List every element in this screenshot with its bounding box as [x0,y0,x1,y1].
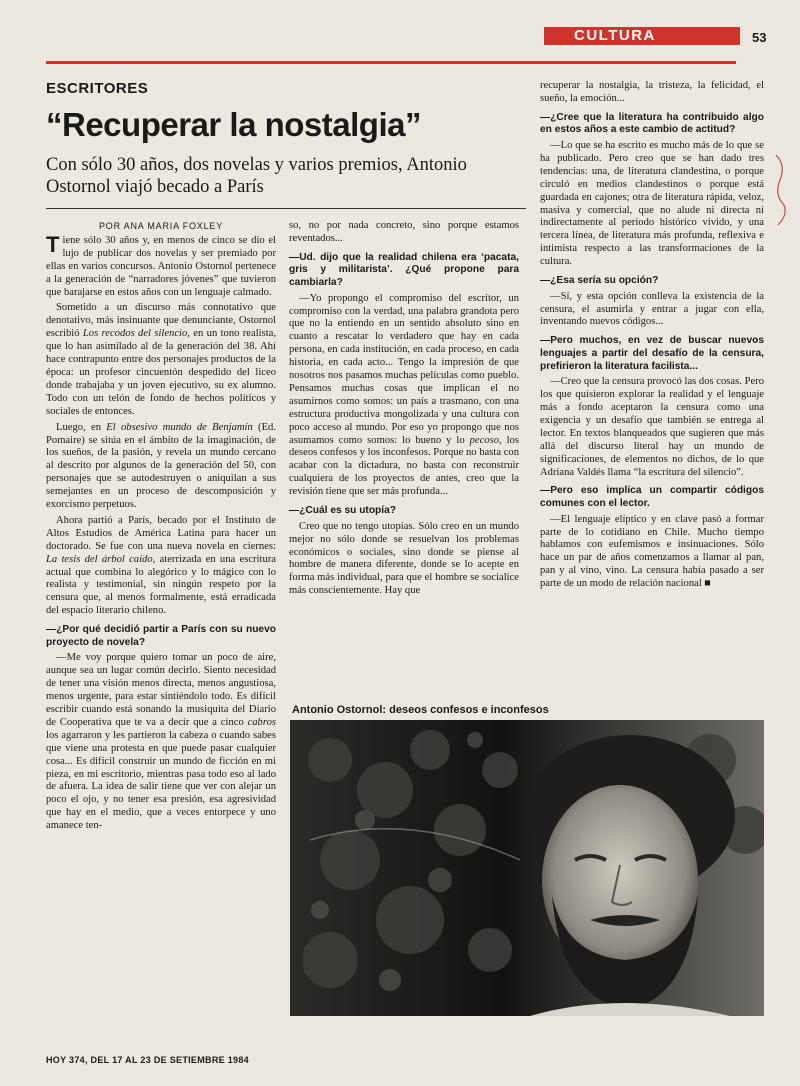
interview-question: —Pero muchos, en vez de buscar nuevos lenguajes a partir del desafío de la censura, prefirieron la literatura facilista... [540,335,764,372]
handwritten-margin-mark [772,150,792,230]
drop-cap: T [46,231,60,257]
interview-question: —Ud. dijo que la realidad chilena era ‘pacata, gris y militarista’. ¿Qué propone para cambiarla? [289,251,519,288]
interview-answer: Creo que no tengo utopías. Sólo creo en un mundo mejor no sólo donde se resuelvan los problemas económicos o sociales, sino donde se piense al hombre de manera diferente, donde se lo acepte en forma más individual, para que el hombre se socialice más conscientemente. Hay que [289,520,519,597]
paragraph: so, no por nada concreto, sino porque estamos reventados... [289,220,519,244]
interview-answer: —El lenguaje elíptico y en clave pasó a formar parte de lo cotidiano en Chile. Mucho tiempo hablamos con eufemismos e insinuaciones. Sólo hace un par de años comenzamos a llamar al pan, pan y al vino, vino. La censura había pasado a ser parte de un modo de relación nacional ■ [540,513,764,590]
interview-question: —¿Cree que la literatura ha contribuido algo en estos años a este cambio de actitud? [540,111,764,136]
paragraph: Ahora partió a París, becado por el Instituto de Altos Estudios de América Latina para hacer un doctorado. Se fue con una nueva novela en ciernes: La tesis del árbol caído, aterrizada en una escritura actual que combina lo alegórico y lo mágico con lo realista y testimonial, sin ningún respeto por la censura que, al menos formalmente, está erradicada del espacio literario chileno. [46,514,276,617]
interview-answer: —Sí, y esta opción conlleva la existencia de la censura, el asumirla y entrar a jugar con ella, inventando nuevos códigos... [540,290,764,328]
interview-answer: —Yo propongo el compromiso del escritor, un compromiso con la verdad, una palabra grandota pero que no la entiendo en un sentido absoluto sino en cuanto a rescatar lo verdadero que hay en cada persona, en cada institución, en cada proceso, en cada historia, en cada acto... Tengo la impresión de que nosotros nos pasamos muchas películas como pueblo. Pensamos muchas cosas que implican el no asumirnos como somos: un país a trasmano, con una estructura productiva mongolizada y una cultura con poco acceso al mundo. Por eso yo propongo que nos asumamos como somos: lo bueno y lo pecoso, los deseos confesos y los inconfesos. Porque no basta con acabar con la dictadura, no basta con reconstruir cualquiera de los proyectos de antes, creo que la revisión tiene que ser más profunda... [289,292,519,498]
book-title: El obsesivo mundo de Benjamín [106,421,253,433]
article-kicker: ESCRITORES [46,80,149,97]
book-title: La tesis del árbol caído [46,553,153,565]
paragraph: recuperar la nostalgia, la tristeza, la felicidad, el sueño, la emoción... [540,80,764,104]
paragraph: Tiene sólo 30 años y, en menos de cinco se dio el lujo de publicar dos novelas y ser premiado por ellas en varios concursos. Antonio Ostornol pertenece a la generación de “narradores jóvenes” que tuvieron que barajarse en estos años con un lenguaje calmado. [46,231,276,298]
portrait-photo [290,720,764,1016]
interview-question: —¿Esa sería su opción? [540,275,659,287]
article-column-2 [289,220,519,698]
interview-answer: —Lo que se ha escrito es mucho más de lo que se ha publicado. Pero creo que se han dado tres tendencias: una, de literatura clandestina, o porque circuló en medios clandestinos o porque está guardada en cajones; otra de literatura rápida, veloz, masiva y comercial, que no alude ni directa ni indirectamente al período histórico vivido, y una tercera línea, de literatura más profunda, reflexiva e intimista respecto a las transformaciones de la cultura. [540,140,764,268]
article-column-3 [540,80,764,698]
article-dek: Con sólo 30 años, dos novelas y varios premios, Antonio Ostornol viajó becado a París [46,155,467,197]
paragraph: Luego, en El obsesivo mundo de Benjamín (Ed. Pomaire) se sitúa en el ámbito de la imaginación, de los sueños, de la pasión, y revela un mundo cercano al descrito por algunos de la generación del 50, con personajes que se autodestruyen o aniquilan a sus semejantes en un proceso de descomposición y exorcismo perpetuos. [46,421,276,511]
paragraph: Sometido a un discurso más connotativo que denotativo, más insinuante que denunciante, Ostornol escribió Los recodos del silencio, en un tono realista, que lo han asimilado al de la generación del 38. Ahí hace contrapunto entre dos personajes productos de la época: un profesor cincuentón despedido del liceo donde trabajaba y un joven ejecutivo, su ex alumno. Todo con un telón de fondo de hechos políticos y sociales de entonces. [46,302,276,417]
section-label: CULTURA [544,27,740,45]
interview-answer: —Creo que la censura provocó las dos cosas. Pero los que quisieron explorar la realidad y el lenguaje más a fondo aceptaron la censura como una exigencia y un desafío que también se entrega al lector. En textos blanqueados que sugieren que más allá del discurso literal hay un mundo de significaciones, de elementos no dichos, de lo que Adriana Valdés llama “la escritura del silencio”. [540,376,764,478]
page-number: 53 [752,30,767,45]
headline-rule [46,208,526,209]
header-rule [46,61,736,64]
portrait-illustration [290,720,764,1016]
interview-question: —¿Cuál es su utopía? [289,505,396,517]
book-title: Los recodos del silencio [82,328,188,340]
issue-footer: HOY 374, DEL 17 AL 23 DE SETIEMBRE 1984 [46,1055,249,1065]
interview-answer: —Me voy porque quiero tomar un poco de aire, aunque sea un lugar común decirlo. Siento necesidad de tener una visión menos directa, menos angustiosa, menos urgente, para estar sintiéndolo todo. Es difícil escribir cuando está sonando la musiquita del Diario de Cooperativa que te va a decir que a cinco cabros los agarraron y les partieron la cabeza o cuando sabes que viene una protesta en que puede pasar cualquier cosa... Es difícil construir un mundo de ficción en mi pieza, en mi escritorio, mientras pasa todo eso al lado de afuera. La idea de salir tiene que ver con alejar un poco el ojo, y no tener esa presión, esa agresividad que hay en el medio, que a veces entorpece y uno amanece ten- [46,652,276,832]
photo-caption: Antonio Ostornol: deseos confesos e inconfesos [292,704,549,716]
article-column-1 [46,220,276,1020]
interview-question: —¿Por qué decidió partir a París con su nuevo proyecto de novela? [46,624,276,648]
interview-question: —Pero eso implica un compartir códigos comunes con el lector. [540,485,764,509]
byline: POR ANA MARIA FOXLEY [98,221,224,231]
article-headline: “Recuperar la nostalgia” [46,106,421,143]
